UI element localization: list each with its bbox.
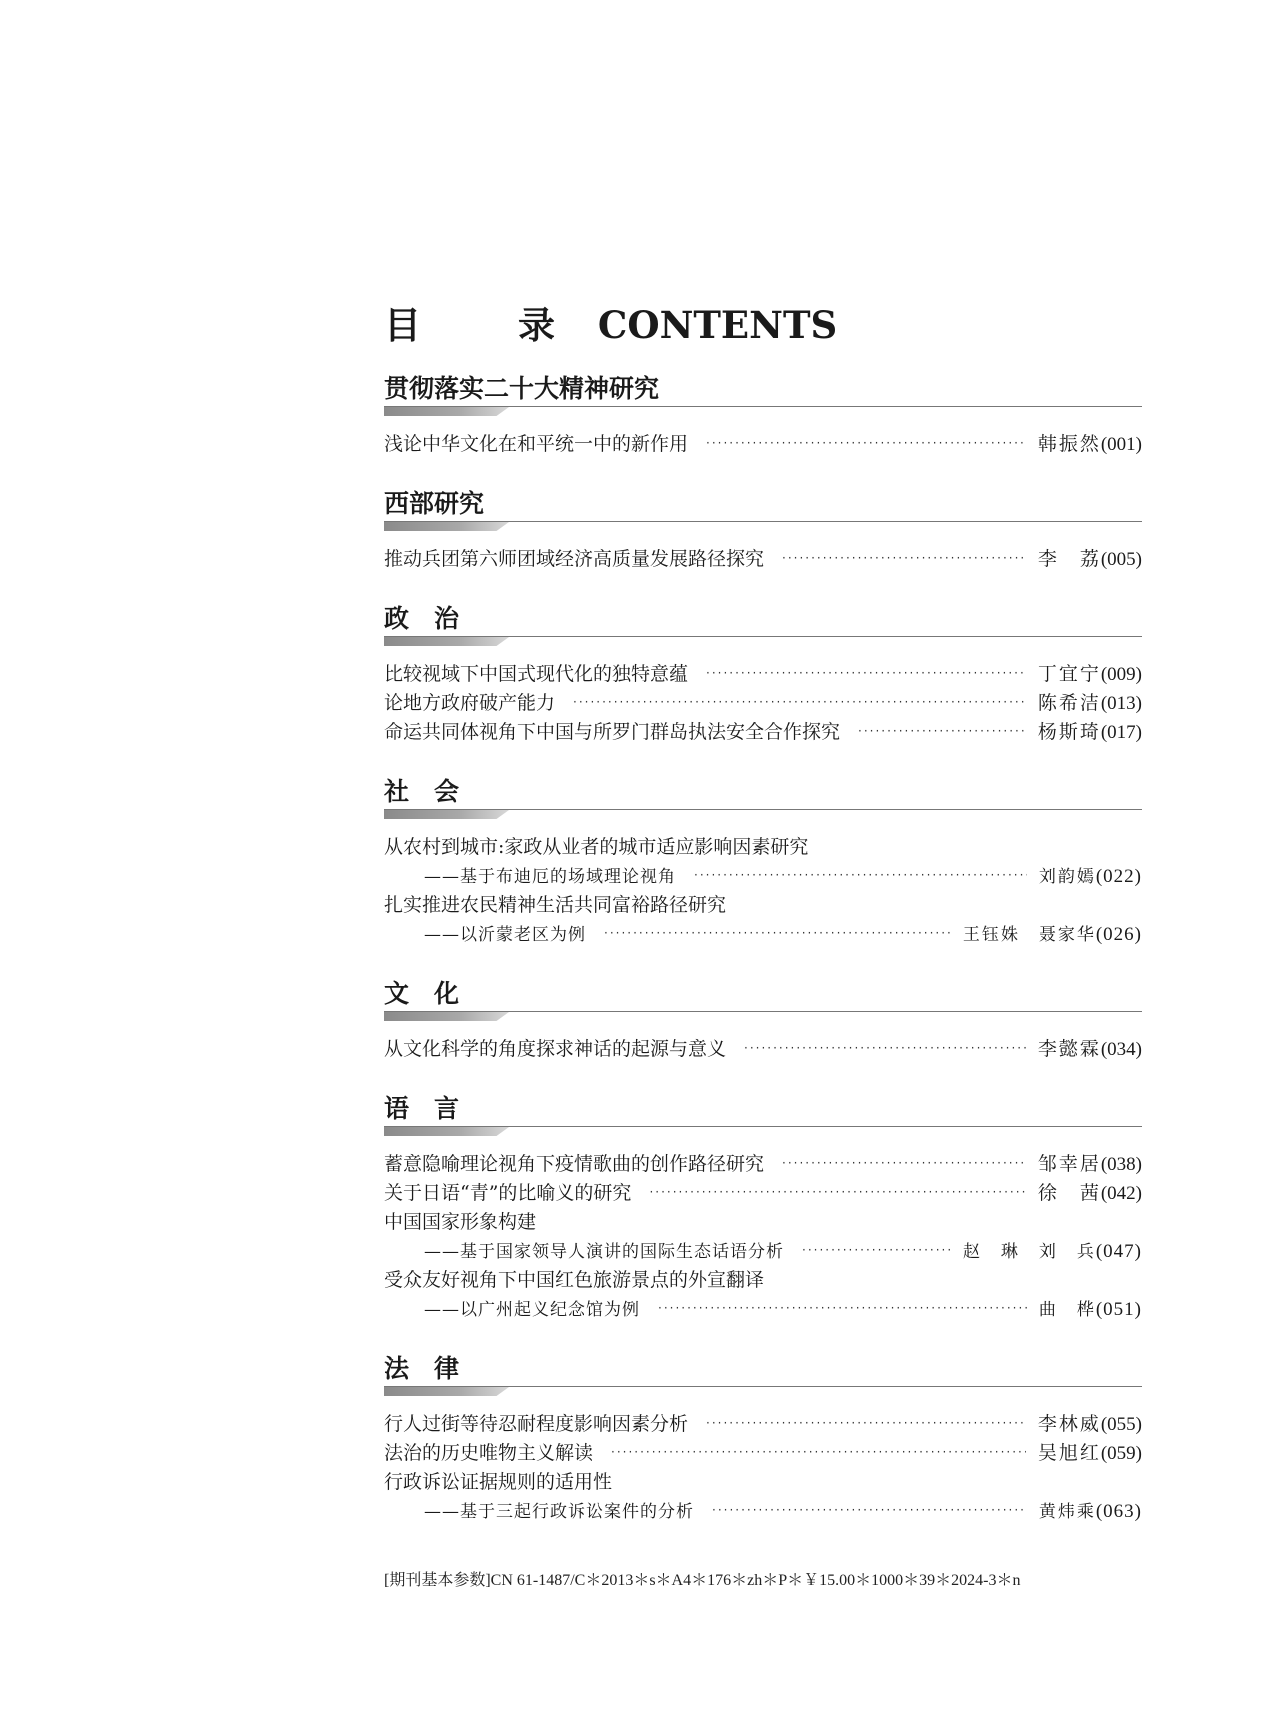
dot-leader	[573, 688, 1026, 717]
section-divider	[384, 406, 1142, 420]
toc-section	[384, 775, 1142, 949]
entry-page: (059)	[1100, 1443, 1142, 1464]
entry-page: (017)	[1100, 722, 1142, 743]
entry-author: 吴旭红	[1037, 1442, 1101, 1464]
entry-subtitle: ——基于布迪厄的场域理论视角	[424, 867, 676, 887]
entry-page: (005)	[1100, 549, 1142, 570]
entry-page: (038)	[1100, 1154, 1142, 1175]
entry-page: (042)	[1100, 1183, 1142, 1204]
entry-author: 韩振然	[1037, 433, 1101, 455]
entry-author: 赵 琳 刘 兵	[962, 1242, 1096, 1262]
journal-parameters: [期刊基本参数]CN 61-1487/C＊2013＊s＊A4＊176＊zh＊P＊￥15.00＊1000＊39＊2024-3＊n	[384, 1572, 1021, 1589]
toc-section	[384, 1352, 1142, 1526]
toc-entry[interactable]	[384, 718, 1142, 747]
entry-title: 法治的历史唯物主义解读	[384, 1442, 594, 1464]
entry-page: (009)	[1100, 664, 1142, 685]
entry-author: 徐 茜	[1037, 1182, 1101, 1204]
dot-leader	[782, 1149, 1026, 1178]
entry-author: 李 荔	[1037, 548, 1101, 570]
entry-author: 邹幸居	[1037, 1153, 1101, 1175]
entry-title: 论地方政府破产能力	[384, 692, 556, 714]
toc-entry[interactable]	[384, 1266, 1142, 1324]
dot-leader	[658, 1294, 1027, 1323]
entry-title: 浅论中华文化在和平统一中的新作用	[384, 433, 689, 455]
toc-entry[interactable]	[384, 1150, 1142, 1179]
entry-title: 从文化科学的角度探求神话的起源与意义	[384, 1038, 727, 1060]
entry-page: (047)	[1095, 1241, 1142, 1262]
dot-leader	[611, 1438, 1026, 1467]
section-divider	[384, 1126, 1142, 1140]
toc-entry[interactable]	[384, 833, 1142, 891]
entry-page: (034)	[1100, 1039, 1142, 1060]
entry-author: 曲 桦	[1038, 1300, 1096, 1320]
entry-page: (026)	[1095, 924, 1142, 945]
dot-leader	[649, 1178, 1025, 1207]
section-heading: 文 化	[384, 979, 460, 1008]
section-divider	[384, 1011, 1142, 1025]
dot-leader	[604, 919, 951, 948]
entry-title: 中国国家形象构建	[384, 1211, 537, 1233]
section-heading: 西部研究	[384, 489, 485, 518]
toc-title	[384, 300, 1142, 350]
toc-section	[384, 977, 1142, 1064]
entry-title: 蓄意隐喻理论视角下疫情歌曲的创作路径研究	[384, 1153, 765, 1175]
section-divider	[384, 636, 1142, 650]
entry-title: 从农村到城市:家政从业者的城市适应影响因素研究	[384, 836, 809, 858]
toc-entry[interactable]	[384, 660, 1142, 689]
table-of-contents	[384, 300, 1142, 1554]
entry-subtitle: ——以广州起义纪念馆为例	[424, 1300, 640, 1320]
entry-author: 陈希洁	[1037, 692, 1101, 714]
toc-title-en: CONTENTS	[597, 303, 838, 347]
entry-title: 关于日语“青”的比喻义的研究	[384, 1182, 632, 1204]
section-divider	[384, 521, 1142, 535]
entry-author: 李林威	[1037, 1413, 1101, 1435]
section-heading: 语 言	[384, 1094, 460, 1123]
toc-entry[interactable]	[384, 1410, 1142, 1439]
entry-subtitle: ——基于三起行政诉讼案件的分析	[424, 1502, 694, 1522]
entry-page: (055)	[1100, 1414, 1142, 1435]
dot-leader	[858, 717, 1026, 746]
section-heading: 社 会	[384, 777, 460, 806]
entry-title: 行人过街等待忍耐程度影响因素分析	[384, 1413, 689, 1435]
entry-author: 王钰姝 聂家华	[962, 925, 1096, 945]
entry-page: (022)	[1095, 866, 1142, 887]
section-heading: 贯彻落实二十大精神研究	[384, 374, 660, 403]
toc-entry[interactable]	[384, 545, 1142, 574]
entry-page: (051)	[1095, 1299, 1142, 1320]
section-divider	[384, 1386, 1142, 1400]
toc-title-zh: 目 录	[384, 303, 585, 347]
toc-section	[384, 372, 1142, 459]
toc-entry[interactable]	[384, 1468, 1142, 1526]
toc-section	[384, 602, 1142, 747]
entry-author: 刘韵嫣	[1038, 867, 1096, 887]
dot-leader	[706, 1409, 1026, 1438]
dot-leader	[744, 1034, 1026, 1063]
entry-author: 杨斯琦	[1037, 721, 1101, 743]
entry-subtitle: ——基于国家领导人演讲的国际生态话语分析	[424, 1242, 784, 1262]
toc-entry[interactable]	[384, 891, 1142, 949]
entry-title: 命运共同体视角下中国与所罗门群岛执法安全合作探究	[384, 721, 841, 743]
entry-title: 行政诉讼证据规则的适用性	[384, 1471, 613, 1493]
entry-page: (063)	[1095, 1501, 1142, 1522]
entry-title: 扎实推进农民精神生活共同富裕路径研究	[384, 894, 727, 916]
dot-leader	[694, 861, 1027, 890]
entry-author: 丁宜宁	[1037, 663, 1101, 685]
entry-author: 黄炜乘	[1038, 1502, 1096, 1522]
entry-page: (013)	[1100, 693, 1142, 714]
toc-section	[384, 487, 1142, 574]
section-heading: 法 律	[384, 1354, 460, 1383]
toc-entry[interactable]	[384, 1208, 1142, 1266]
entry-author: 李懿霖	[1037, 1038, 1101, 1060]
toc-entry[interactable]	[384, 1439, 1142, 1468]
entry-title: 比较视域下中国式现代化的独特意蕴	[384, 663, 689, 685]
toc-entry[interactable]	[384, 689, 1142, 718]
dot-leader	[706, 659, 1026, 688]
dot-leader	[782, 544, 1026, 573]
section-heading: 政 治	[384, 604, 460, 633]
dot-leader	[802, 1236, 951, 1265]
toc-entry[interactable]	[384, 430, 1142, 459]
toc-section	[384, 1092, 1142, 1324]
section-divider	[384, 809, 1142, 823]
toc-entry[interactable]	[384, 1179, 1142, 1208]
dot-leader	[712, 1496, 1027, 1525]
entry-subtitle: ——以沂蒙老区为例	[424, 925, 586, 945]
entry-title: 受众友好视角下中国红色旅游景点的外宣翻译	[384, 1269, 765, 1291]
entry-page: (001)	[1100, 434, 1142, 455]
entry-title: 推动兵团第六师团域经济高质量发展路径探究	[384, 548, 765, 570]
dot-leader	[706, 429, 1026, 458]
toc-entry[interactable]	[384, 1035, 1142, 1064]
